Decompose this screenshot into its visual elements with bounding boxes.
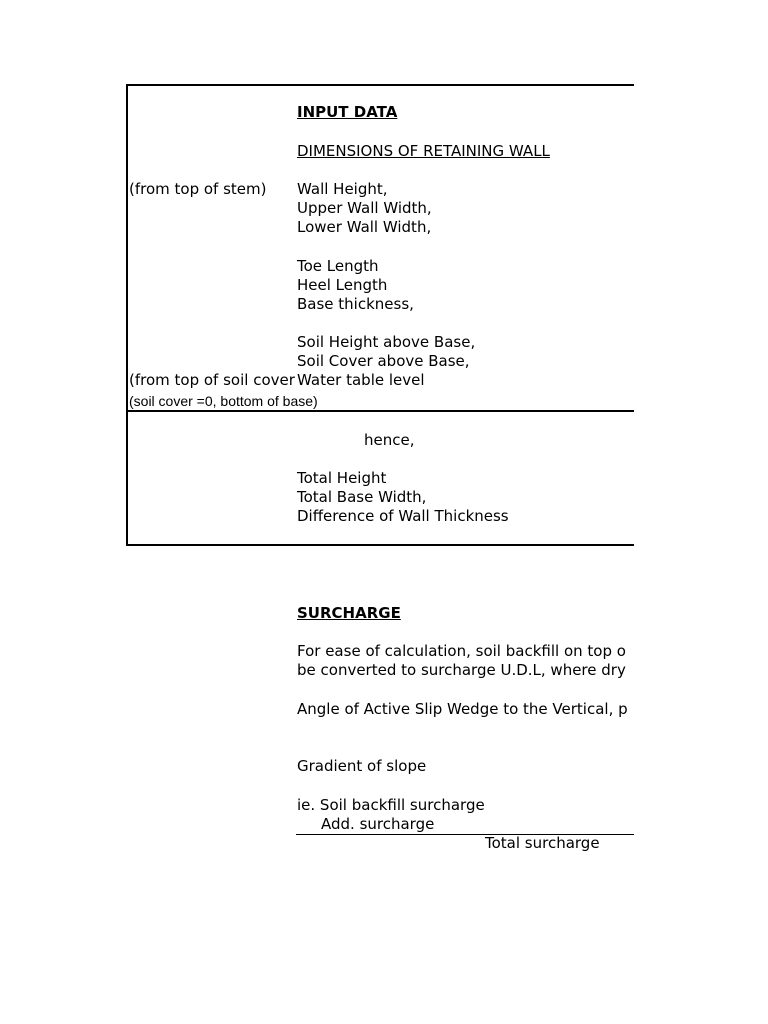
from-top-of-soil-cover-note: (from top of soil cover <box>129 371 295 389</box>
heel-length-label: Heel Length <box>297 276 388 294</box>
gradient-slope-label: Gradient of slope <box>297 757 427 775</box>
base-thickness-label: Base thickness, <box>297 295 414 313</box>
upper-wall-width-label: Upper Wall Width, <box>297 199 432 217</box>
toe-length-label: Toe Length <box>297 257 379 275</box>
soil-cover-zero-note: (soil cover =0, bottom of base) <box>129 393 318 409</box>
soil-backfill-surcharge-label: ie. Soil backfill surcharge <box>297 796 485 814</box>
difference-wall-thickness-label: Difference of Wall Thickness <box>297 507 509 525</box>
surcharge-paragraph-line2: be converted to surcharge U.D.L, where dry <box>297 661 626 679</box>
lower-wall-width-label: Lower Wall Width, <box>297 218 432 236</box>
soil-height-label: Soil Height above Base, <box>297 333 476 351</box>
surcharge-paragraph-line1: For ease of calculation, soil backfill on top o <box>297 642 626 660</box>
soil-cover-label: Soil Cover above Base, <box>297 352 470 370</box>
water-table-label: Water table level <box>297 371 425 389</box>
wall-height-label: Wall Height, <box>297 180 388 198</box>
dimensions-heading: DIMENSIONS OF RETAINING WALL <box>297 142 550 160</box>
add-surcharge-label: Add. surcharge <box>321 815 435 833</box>
surcharge-heading: SURCHARGE <box>297 604 401 622</box>
hence-label: hence, <box>364 431 415 449</box>
input-data-heading: INPUT DATA <box>297 103 398 121</box>
total-surcharge-label: Total surcharge <box>485 834 600 852</box>
total-base-width-label: Total Base Width, <box>297 488 427 506</box>
from-top-of-stem-note: (from top of stem) <box>129 180 267 198</box>
angle-slip-wedge-label: Angle of Active Slip Wedge to the Vertical, p <box>297 700 628 718</box>
total-height-label: Total Height <box>297 469 387 487</box>
